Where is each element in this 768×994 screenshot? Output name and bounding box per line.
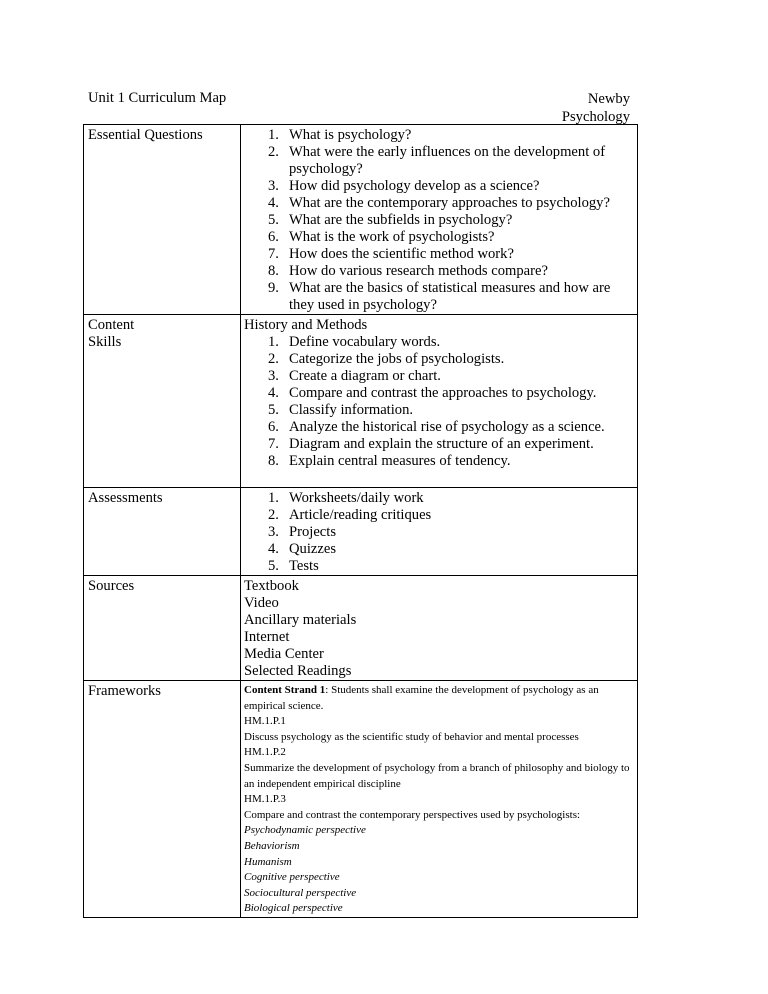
list-item: Internet: [244, 629, 290, 645]
content-strand: [244, 683, 633, 714]
list-item: 1. Worksheets/daily work: [268, 490, 424, 506]
content-label: Content: [88, 317, 135, 333]
perspective-item: Humanism: [244, 855, 292, 868]
row-content-skills: [84, 315, 638, 488]
framework-code: HM.1.P.2: [244, 746, 286, 759]
list-item: 5. Classify information.: [268, 402, 414, 418]
content-skills-label: [84, 315, 241, 488]
teacher-name: Newby: [587, 91, 630, 107]
list-item: 4. Compare and contrast the approaches to psychology.: [268, 385, 597, 401]
row-assessments: [84, 488, 638, 576]
content-text: History and Methods: [244, 317, 368, 333]
perspective-item: Biological perspective: [244, 902, 343, 915]
perspective-item: Sociocultural perspective: [244, 886, 357, 899]
list-item: Selected Readings: [244, 663, 352, 679]
list-item: 7. Diagram and explain the structure of an experiment.: [268, 436, 594, 452]
list-item: 1. What is psychology?: [268, 127, 412, 143]
list-item: Textbook: [244, 578, 299, 594]
list-item: Media Center: [244, 646, 324, 662]
list-item: 8. How do various research methods compare?: [268, 263, 548, 279]
essential-questions-content: [241, 125, 638, 315]
list-item: 2. Categorize the jobs of psychologists.: [268, 351, 505, 367]
list-item: 6. What is the work of psychologists?: [268, 229, 495, 245]
frameworks-label: Frameworks: [84, 681, 241, 918]
framework-code: HM.1.P.3: [244, 793, 286, 806]
content-skills-content: [241, 315, 638, 488]
row-sources: [84, 576, 638, 681]
row-essential-questions: [84, 125, 638, 315]
list-item: 9. What are the basics of statistical measures and how are they used in psychology?: [268, 280, 611, 313]
assessments-list: [244, 490, 633, 575]
list-item: 3. Projects: [268, 524, 337, 540]
framework-code: HM.1.P.1: [244, 715, 286, 728]
skills-list: [244, 334, 633, 470]
list-item: 8. Explain central measures of tendency.: [268, 453, 511, 469]
framework-text: Compare and contrast the contemporary perspectives used by psychologists:: [244, 808, 581, 821]
perspective-item: Behaviorism: [244, 839, 300, 852]
list-item: 5. Tests: [268, 558, 319, 574]
perspective-item: Psychodynamic perspective: [244, 824, 366, 837]
assessments-content: [241, 488, 638, 576]
list-item: 1. Define vocabulary words.: [268, 334, 441, 350]
essential-questions-label: Essential Questions: [84, 125, 241, 315]
list-item: 4. Quizzes: [268, 541, 337, 557]
list-item: 3. Create a diagram or chart.: [268, 368, 441, 384]
list-item: 2. Article/reading critiques: [268, 507, 432, 523]
strand-title: Content Strand 1: [244, 684, 326, 696]
document-course-info: [520, 90, 630, 126]
list-item: 6. Analyze the historical rise of psychology as a science.: [268, 419, 605, 435]
row-frameworks: [84, 681, 638, 918]
course-name: Psychology: [561, 109, 630, 125]
essential-questions-list: [244, 127, 633, 314]
assessments-label: Assessments: [84, 488, 241, 576]
sources-content: [241, 576, 638, 681]
list-item: 2. What were the early influences on the development of psychology?: [268, 144, 606, 177]
sources-label: Sources: [84, 576, 241, 681]
curriculum-map-table: [83, 124, 638, 918]
perspective-item: Cognitive perspective: [244, 871, 340, 884]
framework-text: Discuss psychology as the scientific study of behavior and mental processes: [244, 730, 579, 743]
list-item: 3. How did psychology develop as a science?: [268, 178, 540, 194]
list-item: 7. How does the scientific method work?: [268, 246, 514, 262]
document-title: Unit 1 Curriculum Map: [88, 90, 227, 106]
frameworks-content: [241, 681, 638, 918]
list-item: Video: [244, 595, 279, 611]
list-item: 5. What are the subfields in psychology?: [268, 212, 513, 228]
list-item: Ancillary materials: [244, 612, 357, 628]
skills-label: Skills: [88, 334, 122, 350]
strand-text: : Students shall examine the development of psychology as an empirical science.: [244, 684, 599, 712]
list-item: 4. What are the contemporary approaches to psychology?: [268, 195, 610, 211]
framework-text: Summarize the development of psychology from a branch of philosophy and biology to an independent empirical discipline: [244, 761, 630, 790]
